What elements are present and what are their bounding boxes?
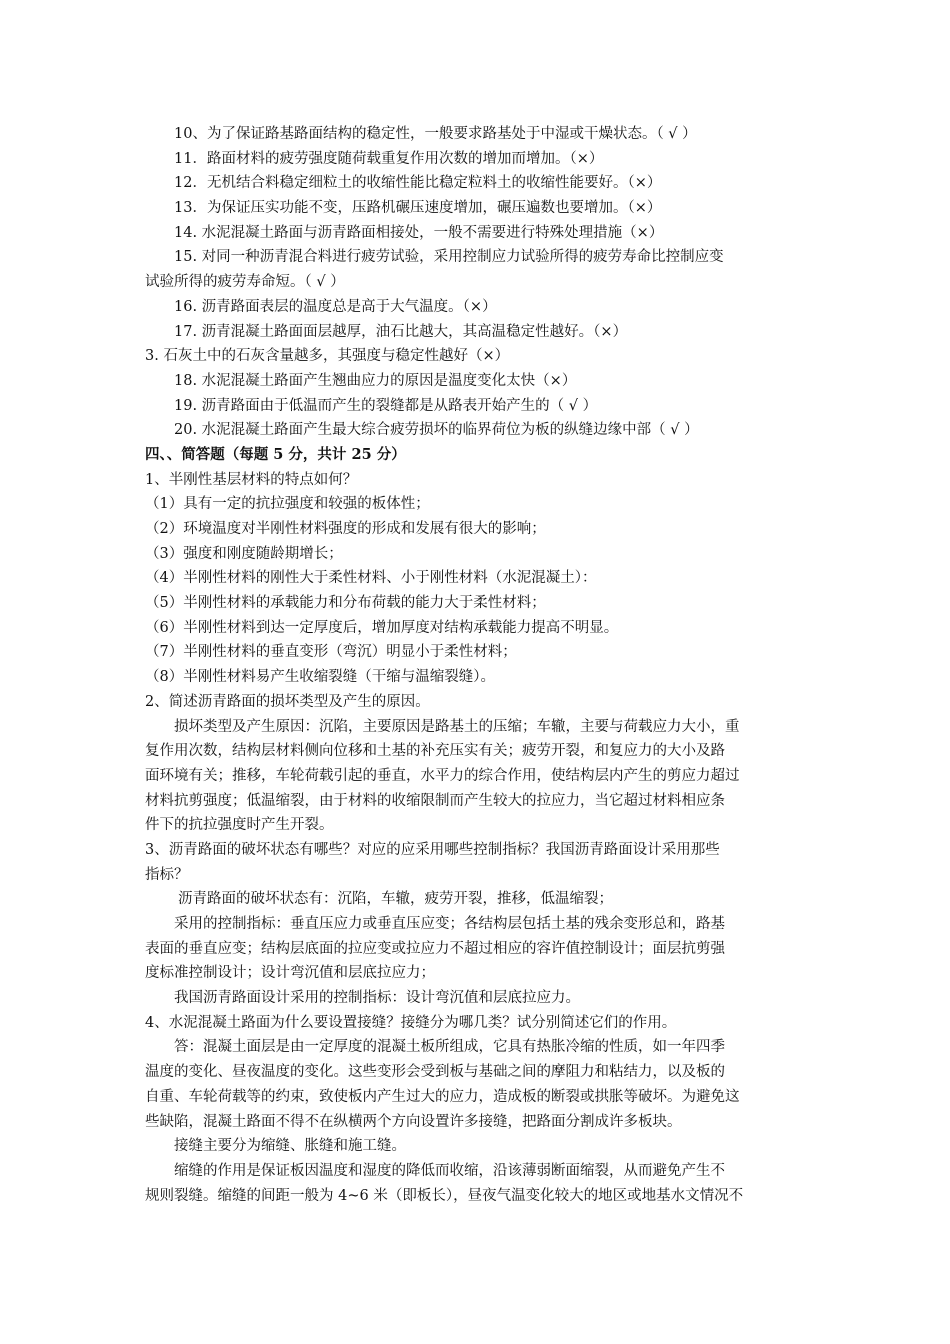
q1-item-2: （2）环境温度对半刚性材料强度的形成和发展有很大的影响； [145, 521, 546, 537]
judgment-15-line1: 15. 对同一种沥青混合料进行疲劳试验，采用控制应力试验所得的疲劳寿命比控制应变 [174, 249, 724, 266]
section-4-title: 四、、简答题（每题 5 分，共计 25 分） [145, 445, 406, 463]
q3-title-line2: 指标？ [145, 866, 189, 883]
q2-answer-line: 面环境有关；推移，车轮荷载引起的垂直，水平力的综合作用，使结构层内产生的剪应力超过 [145, 767, 740, 784]
q2-answer-line: 件下的抗拉强度时产生开裂。 [145, 817, 334, 834]
judgment-12: 12．无机结合料稳定细粒土的收缩性能比稳定粒料土的收缩性能要好。（×） [174, 175, 662, 192]
judgment-20: 20. 水泥混凝土路面产生最大综合疲劳损坏的临界荷位为板的纵缝边缘中部（ √ ） [174, 422, 699, 439]
q2-answer-line: 材料抗剪强度；低温缩裂，由于材料的收缩限制而产生较大的拉应力，当它超过材料相应条 [145, 792, 725, 809]
q1-item-3: （3）强度和刚度随龄期增长； [145, 545, 343, 562]
q1-title: 1、半刚性基层材料的特点如何？ [145, 471, 358, 488]
judgment-18: 18. 水泥混凝土路面产生翘曲应力的原因是温度变化太快（×） [174, 372, 577, 389]
q2-answer-line: 损坏类型及产生原因：沉陷，主要原因是路基土的压缩；车辙，主要与荷载应力大小，重 [174, 718, 740, 735]
judgment-3: 3. 石灰土中的石灰含量越多，其强度与稳定性越好（×） [145, 348, 510, 365]
judgment-16: 16. 沥青路面表层的温度总是高于大气温度。（×） [174, 298, 497, 315]
q3-answer-2-line: 度标准控制设计；设计弯沉值和层底拉应力； [145, 965, 435, 982]
q4-title: 4、水泥混凝土路面为什么要设置接缝？接缝分为哪几类？试分别简述它们的作用。 [145, 1014, 677, 1031]
q4-answer-2: 接缝主要分为缩缝、胀缝和施工缝。 [174, 1138, 406, 1155]
q2-answer-line: 复作用次数，结构层材料侧向位移和土基的补充压实有关；疲劳开裂，和复应力的大小及路 [145, 743, 725, 760]
q4-answer-1-line: 答：混凝土面层是由一定厚度的混凝土板所组成，它具有热胀冷缩的性质，如一年四季 [174, 1039, 725, 1056]
judgment-17: 17. 沥青混凝土路面面层越厚，油石比越大，其高温稳定性越好。（×） [174, 323, 628, 340]
q3-title-line1: 3、沥青路面的破坏状态有哪些？对应的应采用哪些控制指标？我国沥青路面设计采用那些 [145, 841, 720, 858]
q4-answer-1-line: 温度的变化、昼夜温度的变化。这些变形会受到板与基础之间的摩阻力和粘结力，以及板的 [145, 1064, 725, 1081]
q1-item-1: （1）具有一定的抗拉强度和较强的板体性； [145, 496, 430, 513]
judgment-13: 13．为保证压实功能不变，压路机碾压速度增加，碾压遍数也要增加。（×） [174, 200, 662, 217]
q3-answer-2-line: 表面的垂直应变；结构层底面的拉应变或拉应力不超过相应的容许值控制设计；面层抗剪强 [145, 940, 725, 957]
q4-answer-3-line: 规则裂缝。缩缝的间距一般为 4~6 米（即板长），昼夜气温变化较大的地区或地基水文情况不 [145, 1187, 744, 1204]
q3-answer-2-line: 采用的控制指标：垂直压应力或垂直压应变；各结构层包括土基的残余变形总和，路基 [174, 916, 725, 932]
q1-item-8: （8）半刚性材料易产生收缩裂缝（干缩与温缩裂缝）。 [145, 669, 495, 686]
q1-item-5: （5）半刚性材料的承载能力和分布荷载的能力大于柔性材料； [145, 595, 546, 612]
q4-answer-1-line: 自重、车轮荷载等的约束，致使板内产生过大的应力，造成板的断裂或拱胀等破坏。为避免这 [145, 1088, 740, 1105]
judgment-11: 11．路面材料的疲劳强度随荷载重复作用次数的增加而增加。（×） [174, 150, 604, 167]
judgment-15-line2: 试验所得的疲劳寿命短。（ √ ） [145, 274, 345, 291]
q3-answer-3: 我国沥青路面设计采用的控制指标：设计弯沉值和层底拉应力。 [174, 990, 580, 1007]
document-page [145, 122, 810, 1208]
q2-title: 2、简述沥青路面的损坏类型及产生的原因。 [145, 693, 430, 710]
judgment-14: 14. 水泥混凝土路面与沥青路面相接处，一般不需要进行特殊处理措施（×） [174, 224, 664, 241]
judgment-19: 19. 沥青路面由于低温而产生的裂缝都是从路表开始产生的（ √ ） [174, 397, 598, 414]
q1-item-6: （6）半刚性材料到达一定厚度后，增加厚度对结构承载能力提高不明显。 [145, 619, 619, 636]
q1-item-7: （7）半刚性材料的垂直变形（弯沉）明显小于柔性材料； [145, 644, 517, 661]
q4-answer-3-line: 缩缝的作用是保证板因温度和湿度的降低而收缩，沿该薄弱断面缩裂，从而避免产生不 [174, 1162, 725, 1179]
judgment-10: 10、为了保证路基路面结构的稳定性，一般要求路基处于中湿或干燥状态。（ √ ） [174, 126, 697, 142]
q3-answer-1: 沥青路面的破坏状态有：沉陷，车辙，疲劳开裂，推移，低温缩裂； [178, 891, 613, 908]
q1-item-4: （4）半刚性材料的刚性大于柔性材料、小于刚性材料（水泥混凝土）： [145, 570, 597, 587]
q4-answer-1-line: 些缺陷，混凝土路面不得不在纵横两个方向设置许多接缝，把路面分割成许多板块。 [145, 1113, 682, 1130]
